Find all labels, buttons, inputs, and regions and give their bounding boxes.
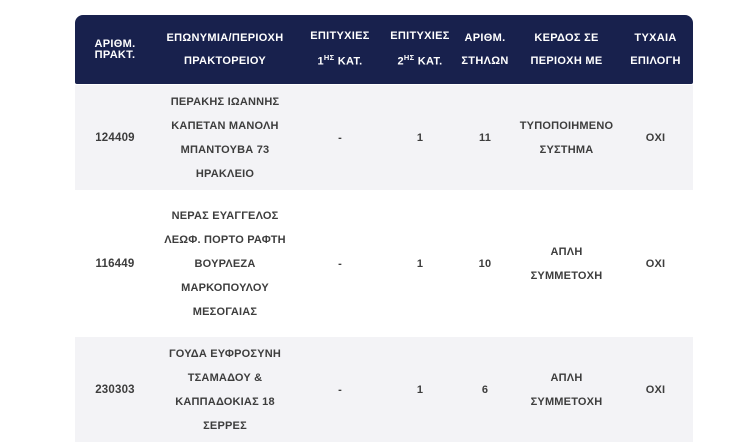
header-line: ΚΕΡΔΟΣ ΣΕ [534, 31, 599, 44]
table-row [75, 85, 693, 190]
cell-profit-area: ΑΠΛΗ ΣΥΜΜΕΤΟΧΗ [530, 245, 603, 282]
header-line: ΠΡΑΚΤΟΡΕΙΟΥ [183, 54, 267, 67]
column-header-agency-number [75, 15, 155, 84]
header-line: ΤΥΧΑΙΑ [634, 31, 677, 44]
header-line: ΣΤΗΛΩΝ [461, 54, 509, 67]
header-line: ΠΕΡΙΟΧΗ ΜΕ [530, 54, 603, 67]
cell-num-columns: 6 [481, 383, 489, 396]
column-header-profit-area [515, 15, 618, 84]
table-row [75, 337, 693, 442]
cell-agency-number: 124409 [95, 131, 135, 144]
table-header-row [75, 15, 693, 84]
header-line: $1^{H\Sigma}$ ΚΑΤ. [317, 53, 363, 68]
agencies-results-table [75, 15, 693, 442]
cell-random-selection: ΟΧΙ [645, 257, 666, 270]
column-header-num-columns [455, 15, 515, 84]
cell-successes-cat2: 1 [416, 131, 424, 144]
column-header-random-selection [618, 15, 693, 84]
header-line: ΕΠΩΝΥΜΙΑ/ΠΕΡΙΟΧΗ [166, 31, 284, 44]
header-line: ΕΠΙΤΥΧΙΕΣ [390, 30, 450, 43]
cell-successes-cat1: - [338, 257, 342, 270]
cell-random-selection: ΟΧΙ [645, 131, 666, 144]
header-line: ΑΡΙΘΜ. [464, 31, 506, 44]
cell-profit-area: ΑΠΛΗ ΣΥΜΜΕΤΟΧΗ [530, 371, 603, 408]
header-line: ΕΠΙΤΥΧΙΕΣ [310, 30, 370, 43]
cell-successes-cat1: - [338, 383, 342, 396]
cell-num-columns: 10 [478, 257, 492, 270]
cell-num-columns: 11 [478, 131, 492, 144]
cell-agency-number: 116449 [95, 257, 135, 270]
column-header-name-area [155, 15, 295, 84]
header-line: $2^{H\Sigma}$ ΚΑΤ. [397, 53, 443, 68]
cell-profit-area: ΤΥΠΟΠΟΙΗΜΕΝΟ ΣΥΣΤΗΜΑ [519, 119, 614, 156]
header-line: ΕΠΙΛΟΓΗ [630, 54, 681, 67]
cell-agency-number: 230303 [95, 383, 135, 396]
cell-successes-cat2: 1 [416, 257, 424, 270]
column-header-successes-cat1 [295, 15, 385, 84]
column-header-successes-cat2 [385, 15, 455, 84]
cell-successes-cat1: - [338, 131, 342, 144]
header-line: ΑΡΙΘΜ. ΠΡΑΚΤ. [94, 37, 136, 61]
cell-successes-cat2: 1 [416, 383, 424, 396]
cell-name-area: ΓΟΥΔΑ ΕΥΦΡΟΣΥΝΗ ΤΣΑΜΑΔΟΥ & ΚΑΠΠΑΔΟΚΙΑΣ 18 ΣΕΡΡΕΣ [168, 347, 282, 432]
cell-name-area: ΝΕΡΑΣ ΕΥΑΓΓΕΛΟΣ ΛΕΩΦ. ΠΟΡΤΟ ΡΑΦΤΗ ΒΟΥΡΛΕΖΑ ΜΑΡΚΟΠΟΥΛΟΥ ΜΕΣΟΓΑΙΑΣ [164, 209, 286, 318]
table-row [75, 196, 693, 331]
cell-name-area: ΠΕΡΑΚΗΣ ΙΩΑΝΝΗΣ ΚΑΠΕΤΑΝ ΜΑΝΟΛΗ ΜΠΑΝΤΟΥΒΑ 73 ΗΡΑΚΛΕΙΟ [170, 95, 280, 180]
cell-random-selection: ΟΧΙ [645, 383, 666, 396]
